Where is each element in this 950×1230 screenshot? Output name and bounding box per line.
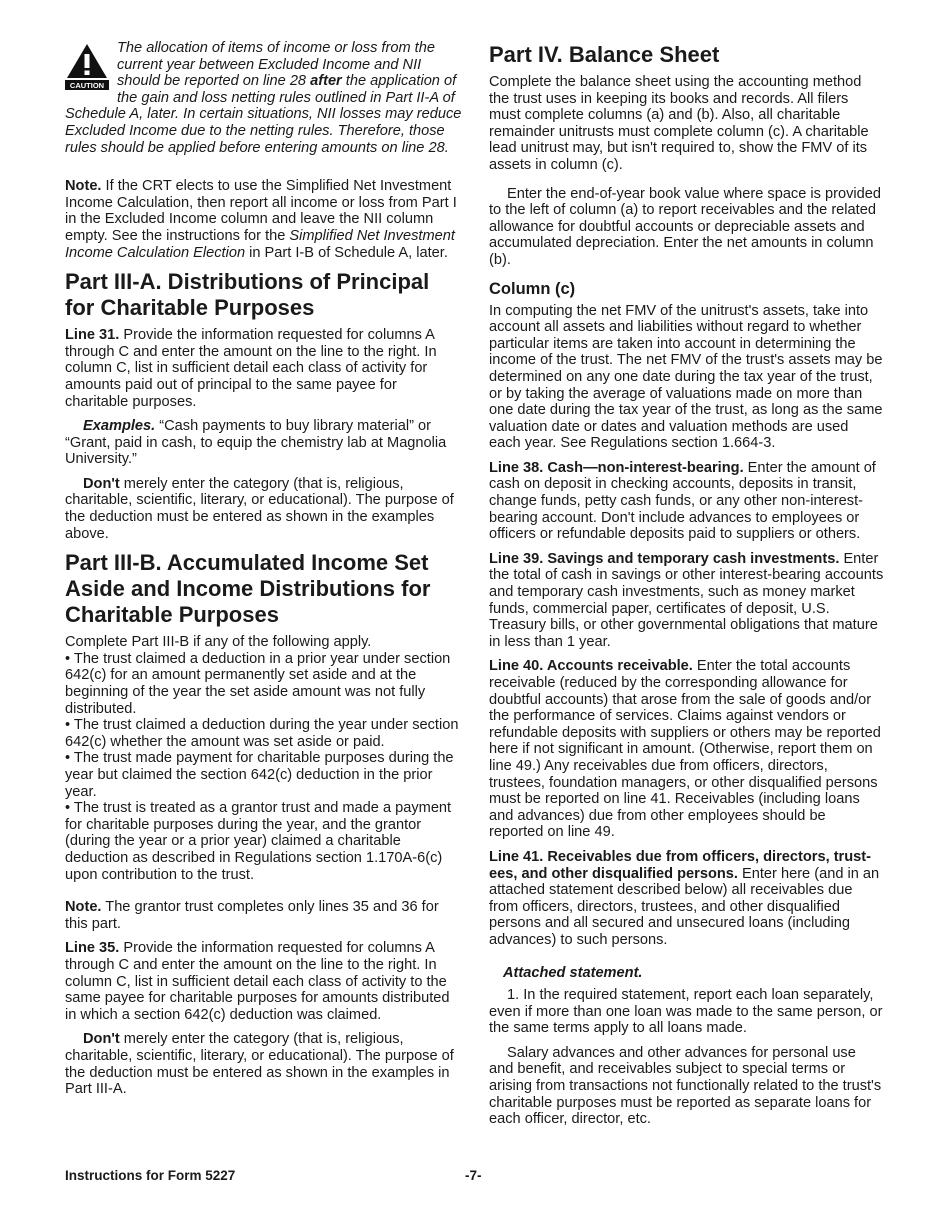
caution-icon-label: CAUTION xyxy=(69,81,105,90)
dont-paragraph-3b: Don't merely enter the category (that is, religious, charitable, scientific, literary, or educational). The purpose of the deduction must be entered as shown in the examples in Part III-A. xyxy=(65,1031,454,1098)
footer-form-name: Instructions for Form 5227 xyxy=(65,1168,236,1183)
footer-page-number: -7- xyxy=(465,1168,482,1183)
bullet-item: • The trust claimed a deduction during the year under section 642(c) whether the amount was set aside or paid. xyxy=(65,717,459,750)
part4-heading: Part IV. Balance Sheet xyxy=(489,42,720,67)
attached-statement-p2: Salary advances and other advances for personal use and benefit, and receivables subject to special terms or arising from transactions not functionally related to the trust's charitable purposes must be reported as separate loans for each officer, director, etc. xyxy=(489,1044,882,1128)
dont-paragraph-3a: Don't merely enter the category (that is, religious, charitable, scientific, literary, or educational). The purpose of the deduction must be entered as shown in the examples above. xyxy=(65,475,454,542)
column-c-heading: Column (c) xyxy=(489,279,576,298)
line41-paragraph: Line 41. Receivables due from officers, directors, trust-ees, and other disqualified persons. Enter here (and in an attached statement described below) all receivables due from officers, directors, trustees, and other disqualified persons and all secured and unsecured loans (including advances) to such persons. xyxy=(489,848,880,948)
line38-paragraph: Line 38. Cash—non-interest-bearing. Enter the amount of cash on deposit in checking accounts, deposits in transit, change funds, petty cash funds, or any other non-interest-bearing account. Don't include advances to employees or officers or refundable deposits paid to suppliers or others. xyxy=(489,459,876,543)
line40-paragraph: Line 40. Accounts receivable. Enter the total accounts receivable (reduced by the corresponding allowance for doubtful accounts) that arose from the sale of goods and/or the performance of services. Claims against vendors or refundable deposits with suppliers or others may be reported here if not significant in amount. (Otherwise, report them on line 49.) Any receivables due from officers, directors, trustees, foundation managers, or other disqualified persons must be reported on line 41. Receivables (including loans and advances) due from other employees should be reported on line 49. xyxy=(489,658,881,841)
note-grantor-trust: Note. The grantor trust completes only lines 35 and 36 for this part. xyxy=(65,899,439,932)
caution-block xyxy=(65,40,462,156)
bullet-item: • The trust made payment for charitable purposes during the year but claimed the section 642(c) deduction in the prior year. xyxy=(65,750,454,800)
part3b-heading: Part III-B. Accumulated Income Set Aside and Income Distributions for Charitable Purposes xyxy=(65,550,431,628)
caution-icon xyxy=(65,42,109,90)
column-c-text: In computing the net FMV of the unitrust's assets, take into account all assets and liabilities without regard to whether particular items are taken into account in determining the income of the trust. The net FMV of the trust's assets may be determined on any one date during the tax year of the trust, or by taking the average of valuations made on more than one date during the tax year of the trust, as long as the same valuation date or dates and valuation methods are used each year. See Regulations section 1.664-3. xyxy=(489,302,883,452)
part3b-intro: Complete Part III-B if any of the following apply. xyxy=(65,634,372,651)
left-column xyxy=(65,40,462,1106)
bullet-item: • The trust is treated as a grantor trust and made a payment for charitable purposes during the year, and the grantor (during the year or a prior year) claimed a charitable deduction as described in Regulations section 1.170A-6(c) upon contribution to the trust. xyxy=(65,800,452,883)
page-footer xyxy=(65,1168,885,1188)
balance-sheet-intro: Complete the balance sheet using the accounting method the trust uses in keeping its books and records. All filers must complete columns (a) and (b). Also, all charitable remainder unitrusts must complete column (c). A charitable lead unitrust may, but isn't required to, show the FMV of its assets in column (c). xyxy=(489,74,869,173)
line39-paragraph: Line 39. Savings and temporary cash investments. Enter the total of cash in savings or other interest-bearing accounts and temporary cash investments, such as money market funds, commercial paper, certificates of deposit, U.S. Treasury bills, or other governmental obligations that mature in less than 1 year. xyxy=(489,550,884,650)
examples-paragraph: Examples. “Cash payments to buy library material” or “Grant, paid in cash, to equip the chemistry lab at Magnolia University.” xyxy=(65,418,447,468)
right-column xyxy=(489,40,884,1136)
part3a-heading: Part III-A. Distributions of Principal for Charitable Purposes xyxy=(65,269,430,321)
line31-paragraph: Line 31. Provide the information requested for columns A through C and enter the amount on the line to the right. In column C, list in sufficient detail each class of activity for amounts paid out of principal to the same payee for charitable purposes. xyxy=(65,327,437,410)
attached-statement-p1: 1. In the required statement, report each loan separately, even if more than one loan was made to the same person, or the same terms apply to all loans made. xyxy=(489,987,883,1037)
caution-text: The allocation of items of income or loss from the current year between Excluded Income and NII should be reported on line 28 after the application of the gain and loss netting rules outlined in Part II-A of Schedule A, later. In certain situations, NII losses may reduce Excluded Income due to the netting rules. Therefore, those rules should be applied before entering amounts on line 28. xyxy=(65,40,462,156)
bullet-item: • The trust claimed a deduction in a prior year under section 642(c) for an amount permanently set aside and at the beginning of the year the set aside amount was not fully distributed. xyxy=(65,650,451,717)
attached-statement-heading: Attached statement. xyxy=(503,964,643,981)
book-value-paragraph: Enter the end-of-year book value where space is provided to the left of column (a) to report receivables and the related allowance for doubtful accounts or depreciable assets and accumulated depreciation. Enter the net amounts in column (b). xyxy=(489,185,881,268)
note-simplified-nii: Note. If the CRT elects to use the Simplified Net Investment Income Calculation, then report all income or loss from Part I in the Excluded Income column and leave the NII column empty. See the instructions for the Simplified Net Investment Income Calculation Election in Part I-B of Schedule A, later. xyxy=(65,178,457,261)
line35-paragraph: Line 35. Provide the information requested for columns A through C and enter the amount on the line to the right. In column C, list in sufficient detail each class of activity to the same payee for charitable purposes for amounts distributed in which a section 642(c) deduction was claimed. xyxy=(65,940,450,1023)
